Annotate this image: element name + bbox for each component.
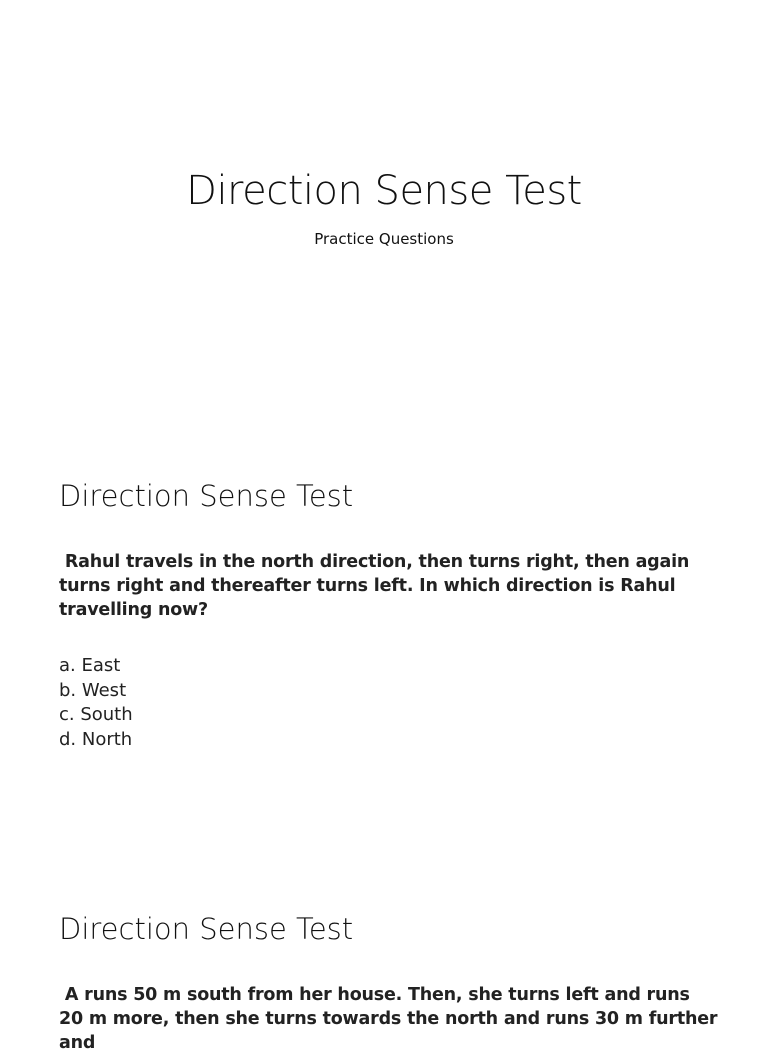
option-b: b. West — [59, 679, 127, 701]
answer-options — [59, 654, 133, 752]
presentation-subtitle: Practice Questions — [314, 230, 454, 248]
option-a: a. East — [59, 655, 121, 676]
option-d: d. North — [59, 728, 133, 750]
title-slide — [0, 0, 768, 433]
presentation-title: Direction Sense Test — [186, 168, 582, 214]
question-text: A runs 50 m south from her house. Then, she turns left and runs 20 m more, then she turns towards the north and runs 30 m further and — [59, 985, 724, 1053]
slide-heading: Direction Sense Test — [59, 479, 354, 513]
option-c: c. South — [59, 704, 133, 725]
question-slide-1 — [0, 433, 768, 866]
question-slide-2 — [0, 866, 768, 1053]
question-text: Rahul travels in the north direction, then turns right, then again turns right and thereafter turns left. In which direction is Rahul travelling now? — [59, 552, 696, 620]
slide-heading: Direction Sense Test — [59, 912, 354, 946]
